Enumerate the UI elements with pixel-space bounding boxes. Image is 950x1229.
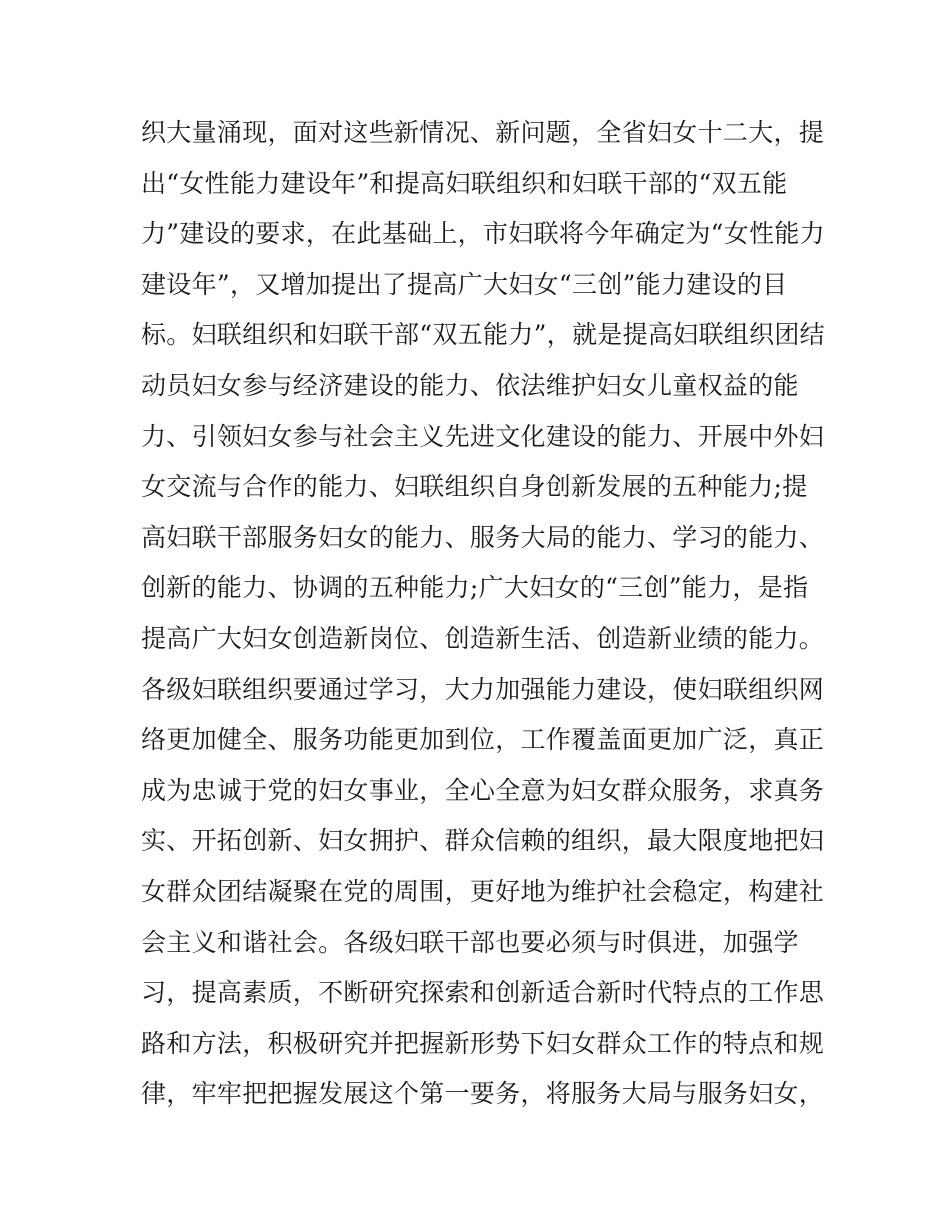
text-line: 习，提高素质，不断研究探索和创新适合新时代特点的工作思 [141, 978, 825, 1008]
text-line: 络更加健全、服务功能更加到位，工作覆盖面更加广泛，真正 [141, 725, 825, 755]
text-line: 路和方法，积极研究并把握新形势下妇女群众工作的特点和规 [141, 1028, 825, 1058]
text-line: 实、开拓创新、妇女拥护、群众信赖的组织，最大限度地把妇 [141, 826, 825, 856]
body-text [141, 108, 825, 1120]
text-line: 织大量涌现，面对这些新情况、新问题，全省妇女十二大，提 [141, 118, 825, 147]
text-line: 动员妇女参与经济建设的能力、依法维护妇女儿童权益的能 [141, 370, 799, 400]
text-line: 会主义和谐社会。各级妇联干部也要必须与时俱进，加强学 [141, 927, 799, 957]
text-line: 律，牢牢把把握发展这个第一要务，将服务大局与服务妇女， [141, 1079, 825, 1109]
text-line: 力”建设的要求，在此基础上，市妇联将今年确定为“女性能力 [141, 219, 825, 249]
text-line: 高妇联干部服务妇女的能力、服务大局的能力、学习的能力、 [141, 522, 825, 552]
text-line: 女群众团结凝聚在党的周围，更好地为维护社会稳定，构建社 [141, 876, 825, 906]
text-line: 出“女性能力建设年”和提高妇联组织和妇联干部的“双五能 [141, 168, 788, 198]
text-line: 各级妇联组织要通过学习，大力加强能力建设，使妇联组织网 [141, 674, 825, 704]
text-line: 女交流与合作的能力、妇联组织自身创新发展的五种能力;提 [141, 472, 808, 502]
text-line: 建设年”，又增加提出了提高广大妇女“三创”能力建设的目 [141, 269, 788, 299]
text-line: 成为忠诚于党的妇女事业，全心全意为妇女群众服务，求真务 [141, 775, 825, 805]
text-line: 标。妇联组织和妇联干部“双五能力”，就是提高妇联组织团结 [141, 320, 825, 350]
text-line: 提高广大妇女创造新岗位、创造新生活、创造新业绩的能力。 [141, 623, 825, 653]
text-line: 创新的能力、协调的五种能力;广大妇女的“三创”能力，是指 [141, 573, 809, 603]
text-line: 力、引领妇女参与社会主义先进文化建设的能力、开展中外妇 [141, 421, 825, 451]
